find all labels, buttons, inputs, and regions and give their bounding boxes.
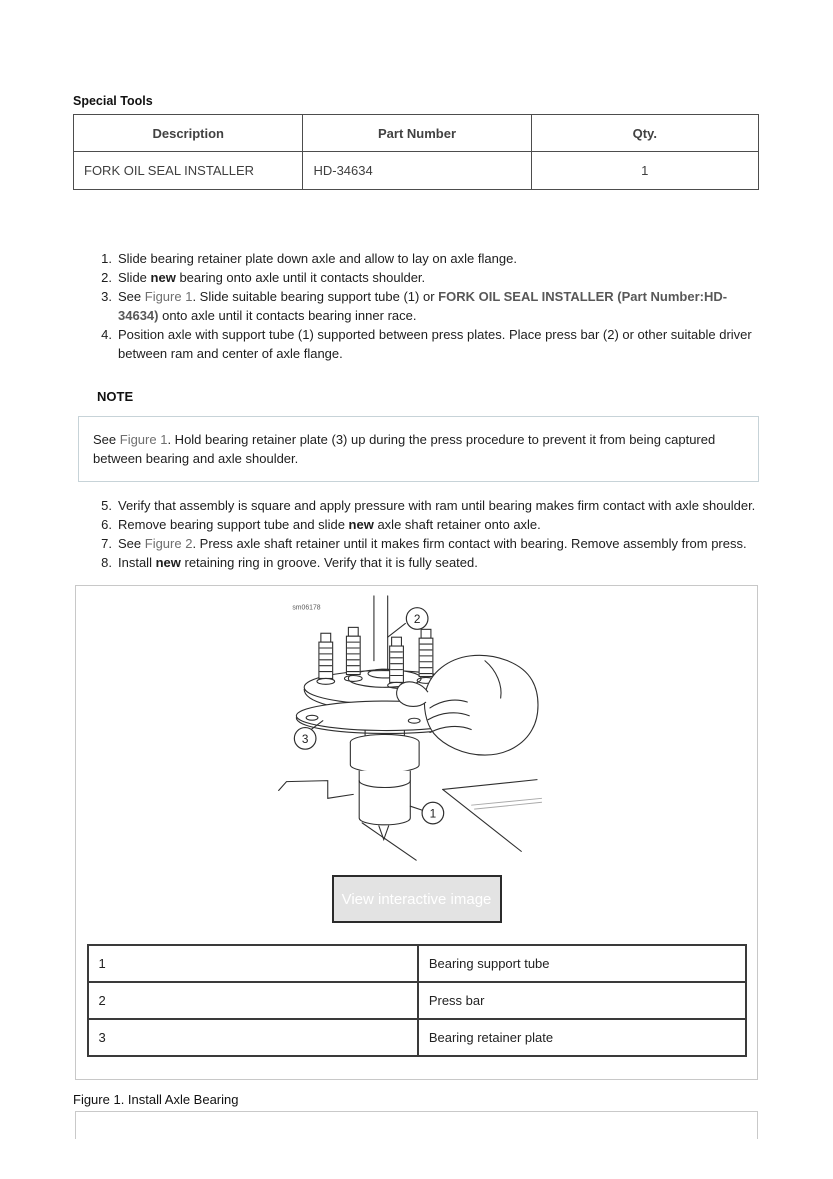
tool-qty-cell: 1 — [531, 152, 758, 190]
emphasis-new: new — [348, 517, 374, 532]
legend-num: 3 — [88, 1019, 418, 1056]
tools-header-part-number: Part Number — [303, 115, 531, 152]
step-number: 4. — [101, 327, 112, 342]
special-tools-table — [73, 114, 759, 190]
tool-part-number-cell: HD-34634 — [303, 152, 531, 190]
tools-header-qty: Qty. — [531, 115, 758, 152]
step-text-run: . Slide suitable bearing support tube (1) or — [192, 289, 439, 304]
step-text-run: Slide bearing retainer plate down axle and allow to lay on axle flange. — [118, 251, 517, 266]
step-item-4 — [95, 325, 759, 363]
tools-header-description: Description — [74, 115, 303, 152]
step-item-1 — [95, 249, 759, 268]
figure-2-link[interactable]: Figure 2 — [144, 536, 193, 551]
step-number: 3. — [101, 289, 112, 304]
tools-data-row — [74, 152, 759, 190]
callout-1-label: 1 — [429, 807, 437, 821]
stud — [419, 629, 433, 676]
step-text-run: Position axle with support tube (1) supported between press plates. Place press bar (2) or other suitable driver between ram and center of axle flange. — [118, 327, 752, 361]
callout-1 — [410, 802, 443, 824]
figure-caption: Figure 1. Install Axle Bearing — [73, 1092, 239, 1107]
step-text — [118, 325, 759, 363]
bearing-and-support-tube — [350, 731, 419, 840]
step-number: 7. — [101, 536, 112, 551]
legend-row-1 — [88, 945, 746, 982]
legend-row-2 — [88, 982, 746, 1019]
legend-label: Bearing support tube — [418, 945, 746, 982]
step-item-7 — [95, 534, 759, 553]
emphasis-new: new — [150, 270, 176, 285]
tool-description-cell: FORK OIL SEAL INSTALLER — [74, 152, 303, 190]
procedure-steps-5-8 — [95, 496, 759, 572]
step-text-run: bearing onto axle until it contacts shoulder. — [175, 270, 426, 285]
document-page — [73, 0, 759, 1139]
step-text — [118, 249, 759, 268]
legend-num: 2 — [88, 982, 418, 1019]
step-item-3 — [95, 287, 759, 325]
stud — [390, 637, 404, 682]
step-text-run: Slide — [118, 270, 151, 285]
emphasis-new: new — [155, 555, 181, 570]
special-tools-heading: Special Tools — [73, 94, 153, 108]
step-item-8 — [95, 553, 759, 572]
step-text-run: onto axle until it contacts bearing inner race. — [158, 308, 417, 323]
legend-row-3 — [88, 1019, 746, 1056]
stud — [319, 633, 333, 678]
step-item-2 — [95, 268, 759, 287]
step-text-run: Remove bearing support tube and slide — [118, 517, 349, 532]
step-text-run: retaining ring in groove. Verify that it is fully seated. — [180, 555, 478, 570]
press-bar — [374, 596, 388, 671]
figure-1-link[interactable]: Figure 1 — [119, 432, 168, 447]
step-text — [118, 515, 759, 534]
figure-1-link[interactable]: Figure 1 — [144, 289, 193, 304]
callout-legend-table — [87, 944, 747, 1057]
step-text-run: Install — [118, 555, 156, 570]
step-text — [118, 553, 759, 572]
step-text-run: See — [118, 536, 145, 551]
figure-panel — [75, 585, 758, 1080]
step-number: 2. — [101, 270, 112, 285]
view-interactive-image-button[interactable]: View interactive image — [332, 875, 502, 923]
callout-2-label: 2 — [413, 612, 421, 626]
step-text — [118, 534, 759, 553]
step-number: 8. — [101, 555, 112, 570]
legend-label: Press bar — [418, 982, 746, 1019]
step-text-run: Verify that assembly is square and apply pressure with ram until bearing makes firm contact with axle shoulder. — [118, 498, 756, 513]
step-text-run: See — [118, 289, 145, 304]
legend-label: Bearing retainer plate — [418, 1019, 746, 1056]
part-number-link[interactable]: FORK OIL SEAL INSTALLER (Part Number:HD-34634) — [118, 289, 728, 323]
step-number: 1. — [101, 251, 112, 266]
tools-header-row — [74, 115, 759, 152]
step-text-run: . Press axle shaft retainer until it makes firm contact with bearing. Remove assembly from press. — [192, 536, 747, 551]
procedure-steps-1-4 — [95, 249, 759, 363]
drawing-id-label: sm06178 — [292, 604, 321, 612]
legend-num: 1 — [88, 945, 418, 982]
note-text-run: See — [93, 432, 120, 447]
step-number: 5. — [101, 498, 112, 513]
step-text — [118, 268, 759, 287]
step-item-5 — [95, 496, 759, 515]
step-text — [118, 496, 759, 515]
next-figure-panel — [75, 1111, 758, 1139]
step-item-6 — [95, 515, 759, 534]
callout-3-label: 3 — [301, 732, 309, 746]
step-text-run: axle shaft retainer onto axle. — [373, 517, 541, 532]
stud — [346, 627, 360, 674]
note-text-run: . Hold bearing retainer plate (3) up during the press procedure to prevent it from being captured between bearing and axle shoulder. — [93, 432, 716, 466]
note-box — [78, 416, 759, 482]
step-text — [118, 287, 759, 325]
note-heading: NOTE — [97, 389, 134, 404]
axle-bearing-diagram — [276, 592, 576, 872]
step-number: 6. — [101, 517, 112, 532]
